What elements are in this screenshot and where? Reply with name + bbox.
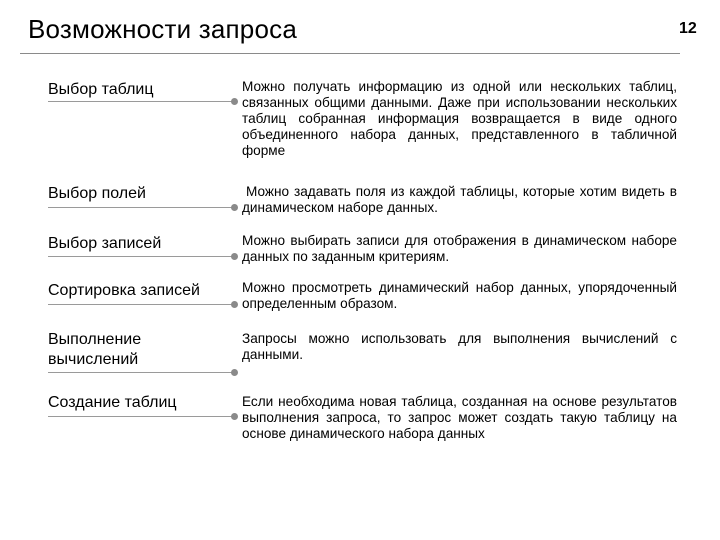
- connector-line: [48, 101, 235, 102]
- feature-label: Выбор полей: [48, 185, 146, 202]
- connector-dot: [231, 369, 238, 376]
- feature-label: Выбор записей: [48, 235, 162, 252]
- feature-label: Выполнение вычислений: [48, 331, 142, 368]
- connector-line: [48, 416, 235, 417]
- feature-description: Можно выбирать записи для отображения в динамическом наборе данных по заданным критериям.: [242, 233, 677, 264]
- feature-label: Создание таблиц: [48, 394, 177, 411]
- feature-description: Если необходима новая таблица, созданная на основе результатов выполнения запроса, то запрос может создать такую таблицу на основе динамического набора данных: [242, 394, 677, 441]
- feature-description: Можно задавать поля из каждой таблицы, которые хотим видеть в динамическом наборе данных.: [242, 184, 677, 215]
- connector-dot: [231, 301, 238, 308]
- feature-label: Выбор таблиц: [48, 81, 154, 98]
- page-number: 12: [679, 20, 697, 37]
- feature-description: Запросы можно использовать для выполнения вычислений с данными.: [242, 331, 677, 362]
- connector-line: [48, 304, 235, 305]
- feature-label: Сортировка записей: [48, 282, 200, 299]
- connector-dot: [231, 253, 238, 260]
- title-divider: [20, 53, 680, 54]
- connector-line: [48, 372, 235, 373]
- connector-line: [48, 256, 235, 257]
- connector-dot: [231, 204, 238, 211]
- connector-dot: [231, 413, 238, 420]
- slide-title: Возможности запроса: [28, 14, 297, 44]
- connector-dot: [231, 98, 238, 105]
- feature-description: Можно получать информацию из одной или нескольких таблиц, связанных общими данными. Даже при использовании нескольких таблиц собранная информация возвращается в виде одного объединенного набора данных, представленного в табличной форме: [242, 79, 677, 158]
- connector-line: [48, 207, 235, 208]
- feature-description: Можно просмотреть динамический набор данных, упорядоченный определенным образом.: [242, 280, 677, 311]
